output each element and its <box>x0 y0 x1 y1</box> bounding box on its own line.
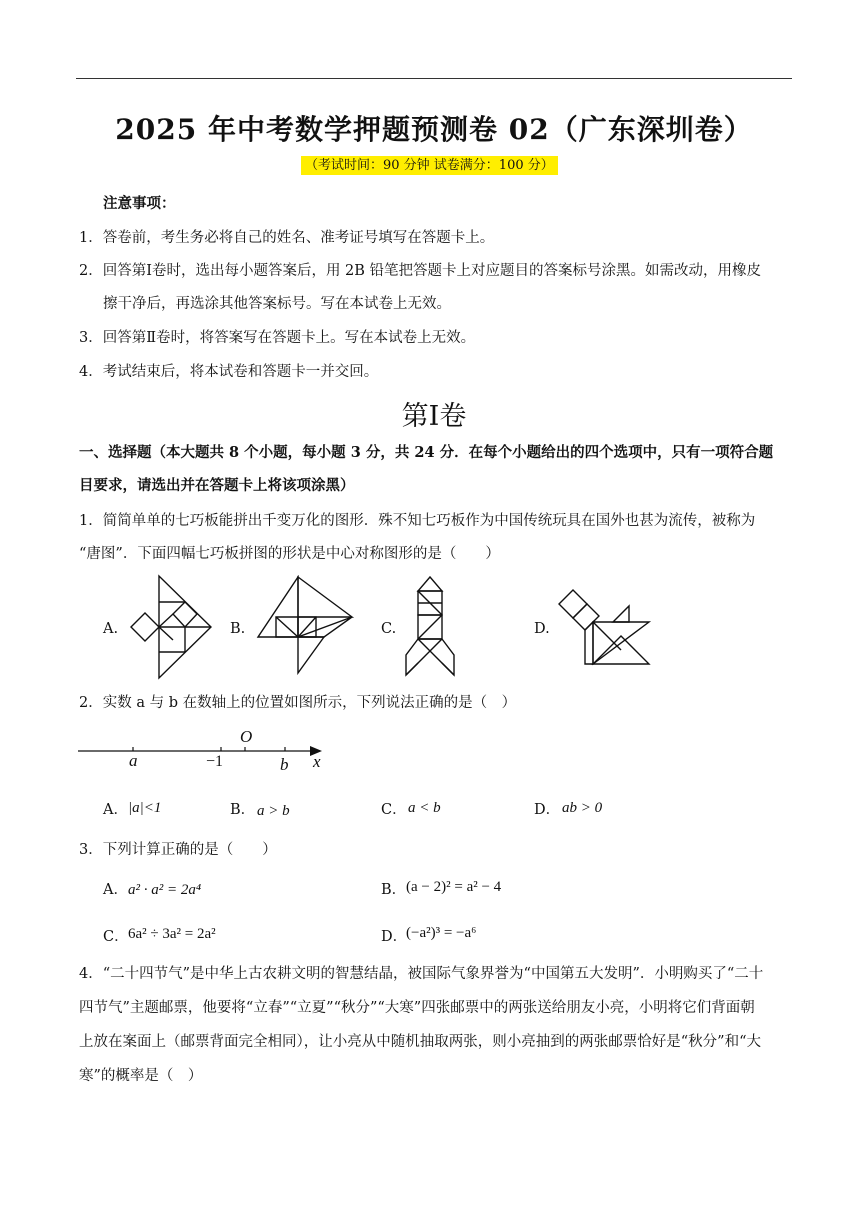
q1-option-d-label: D. <box>534 621 550 637</box>
header-rule <box>76 78 792 79</box>
axis-origin-label: O <box>240 727 253 746</box>
notice-item-2-cont: 擦干净后，再选涂其他答案标号。写在本试卷上无效。 <box>103 296 451 312</box>
notice-heading: 注意事项： <box>103 195 176 212</box>
axis-x-label: x <box>313 752 321 771</box>
notice-item-3: 3．回答第Ⅱ卷时，将答案写在答题卡上。写在本试卷上无效。 <box>79 330 476 346</box>
q3-option-c-expr: 6a² ÷ 3a² = 2a² <box>128 926 216 942</box>
section-intro-line2: 目要求，请选出并在答题卡上将该项涂黑） <box>79 477 355 494</box>
q3-option-d-label: D． <box>381 929 408 945</box>
section-intro-line1: 一、选择题（本大题共 8 个小题，每小题 3 分，共 24 分．在每个小题给出的四个选项中，只有一项符合题 <box>79 444 774 461</box>
q2-option-c-expr: a < b <box>408 800 441 816</box>
q3-option-c-label: C． <box>103 929 129 945</box>
page-title: 2025 年中考数学押题预测卷 02（广东深圳卷） <box>115 113 753 146</box>
q1-option-a-label: A. <box>103 621 119 637</box>
q2-option-d-label: D． <box>534 802 561 818</box>
tangram-figure-c <box>404 575 456 677</box>
q1-option-b-label: B. <box>230 621 246 637</box>
q1-stem-line1: 1．简简单单的七巧板能拼出千变万化的图形．殊不知七巧板作为中国传统玩具在国外也甚为流传，被称为 <box>79 513 756 529</box>
q3-option-b-expr: (a − 2)² = a² − 4 <box>406 879 502 895</box>
q4-stem-line4: 寒”的概率是（ ） <box>79 1068 203 1084</box>
q2-stem: 2．实数 a 与 b 在数轴上的位置如图所示，下列说法正确的是（ ） <box>79 695 517 711</box>
q3-option-d-expr: (−a²)³ = −a⁶ <box>406 925 477 941</box>
q1-option-c-label: C. <box>381 621 397 637</box>
tangram-figure-b <box>254 575 356 677</box>
q2-option-d-expr: ab > 0 <box>562 800 603 816</box>
q3-option-b-label: B． <box>381 882 407 898</box>
q2-option-b-expr: a > b <box>257 803 290 819</box>
exam-info-highlight: （考试时间：90 分钟 试卷满分：100 分） <box>301 156 558 175</box>
q2-option-b-label: B． <box>230 802 256 818</box>
q3-option-a-label: A． <box>103 882 128 898</box>
q2-option-a-label: A． <box>103 802 128 818</box>
axis-a-label: a <box>129 751 138 770</box>
q1-stem-line2: “唐图”．下面四幅七巧板拼图的形状是中心对称图形的是（ ） <box>79 546 500 562</box>
q3-option-a-expr: a² · a² = 2a⁴ <box>128 882 202 898</box>
q3-stem: 3．下列计算正确的是（ ） <box>79 842 277 858</box>
section-title: 第Ⅰ卷 <box>401 401 467 432</box>
tangram-figure-d <box>557 586 653 666</box>
notice-item-4: 4．考试结束后，将本试卷和答题卡一并交回。 <box>79 364 379 380</box>
axis-b-label: b <box>280 755 289 774</box>
notice-item-2: 2．回答第Ⅰ卷时，选出每小题答案后，用 2B 铅笔把答题卡上对应题目的答案标号涂黑。如需改动，用橡皮 <box>79 263 762 279</box>
notice-item-1: 1．答卷前，考生务必将自己的姓名、准考证号填写在答题卡上。 <box>79 230 495 246</box>
q4-stem-line1: 4．“二十四节气”是中华上古农耕文明的智慧结晶，被国际气象界誉为“中国第五大发明”．小明购买了“二十 <box>79 966 764 982</box>
q4-stem-line2: 四节气”主题邮票，他要将“立春”“立夏”“秋分”“大寒”四张邮票中的两张送给朋友小亮，小明将它们背面朝 <box>79 1000 755 1016</box>
tangram-figure-a <box>127 574 215 680</box>
axis-neg1-label: −1 <box>206 753 224 770</box>
q4-stem-line3: 上放在案面上（邮票背面完全相同），让小亮从中随机抽取两张，则小亮抽到的两张邮票恰好是“秋分”和“大 <box>79 1034 761 1050</box>
q2-option-c-label: C． <box>381 802 407 818</box>
q2-option-a-expr: |a|<1 <box>128 800 162 816</box>
